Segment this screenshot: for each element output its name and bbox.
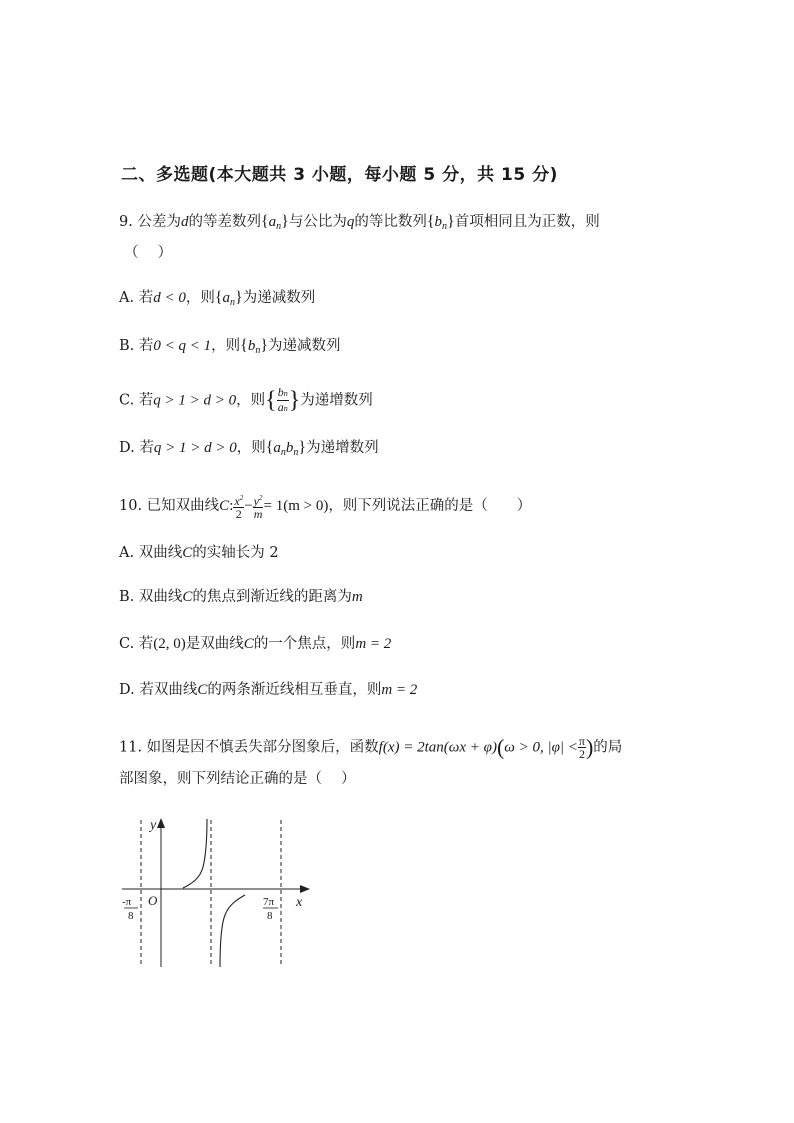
y-axis-arrow <box>157 818 165 828</box>
answer-blank: （ ） <box>124 245 173 261</box>
tangent-graph <box>118 815 318 975</box>
y-axis-label: y <box>150 818 157 833</box>
x-axis-label: x <box>296 895 303 910</box>
origin-label: O <box>148 893 158 908</box>
option-10a: A. 双曲线C的实轴长为 2 <box>119 545 279 561</box>
option-9a: A. 若d < 0，则$\{a_n\}$为递减数列 <box>119 289 316 308</box>
right-tick-num: 7π <box>263 896 275 908</box>
option-9c: C. 若q > 1 > d > 0，则{ $\frac{bn}{an}$ }为递增数列 <box>119 385 373 414</box>
curve-lower-branch <box>220 895 245 967</box>
option-9b: B. 若0 < q < 1，则$\{b_n\}$为递减数列 <box>119 337 341 356</box>
question-11-stem: 11. 如图是因不慎丢失部分图象后，函数f(x) = 2tan(ωx + φ)(ω > 0, |φ| < $\frac{\pi}{2}$ )的局 <box>119 734 623 761</box>
question-number: 9. <box>119 214 133 230</box>
option-10d: D. 若双曲线C的两条渐近线相互垂直，则m = 2 <box>119 682 418 698</box>
question-11-stem-cont: 部图象，则下列结论正确的是（ ） <box>119 771 356 787</box>
x-axis-arrow <box>300 885 310 893</box>
question-number: 10. <box>119 498 143 514</box>
option-9d: D. 若q > 1 > d > 0，则$\{a_nb_n\}$为递增数列 <box>119 439 379 458</box>
left-tick-den: 8 <box>128 910 134 922</box>
option-10b: B. 双曲线C的焦点到渐近线的距离为m <box>119 589 363 605</box>
left-tick-num: -π <box>122 896 132 908</box>
section-title: 二、多选题(本大题共 3 小题，每小题 5 分，共 15 分) <box>121 165 558 185</box>
option-10c: C. 若(2, 0)是双曲线C的一个焦点，则m = 2 <box>119 636 392 652</box>
question-9-stem: 9. 公差为d的等差数列$\{a_n\}$与公比为q的等比数列$\{b_n\}$首项相同且为正数，则 <box>119 213 600 232</box>
question-10-stem: 10. 已知双曲线C: $\frac{x^2}{2}$ − $\frac{y^2}{m}$ = 1(m > 0)，则下列说法正确的是（ ） <box>119 494 532 521</box>
question-number: 11. <box>119 739 143 756</box>
right-tick-den: 8 <box>267 910 273 922</box>
curve-upper-branch <box>183 819 207 888</box>
